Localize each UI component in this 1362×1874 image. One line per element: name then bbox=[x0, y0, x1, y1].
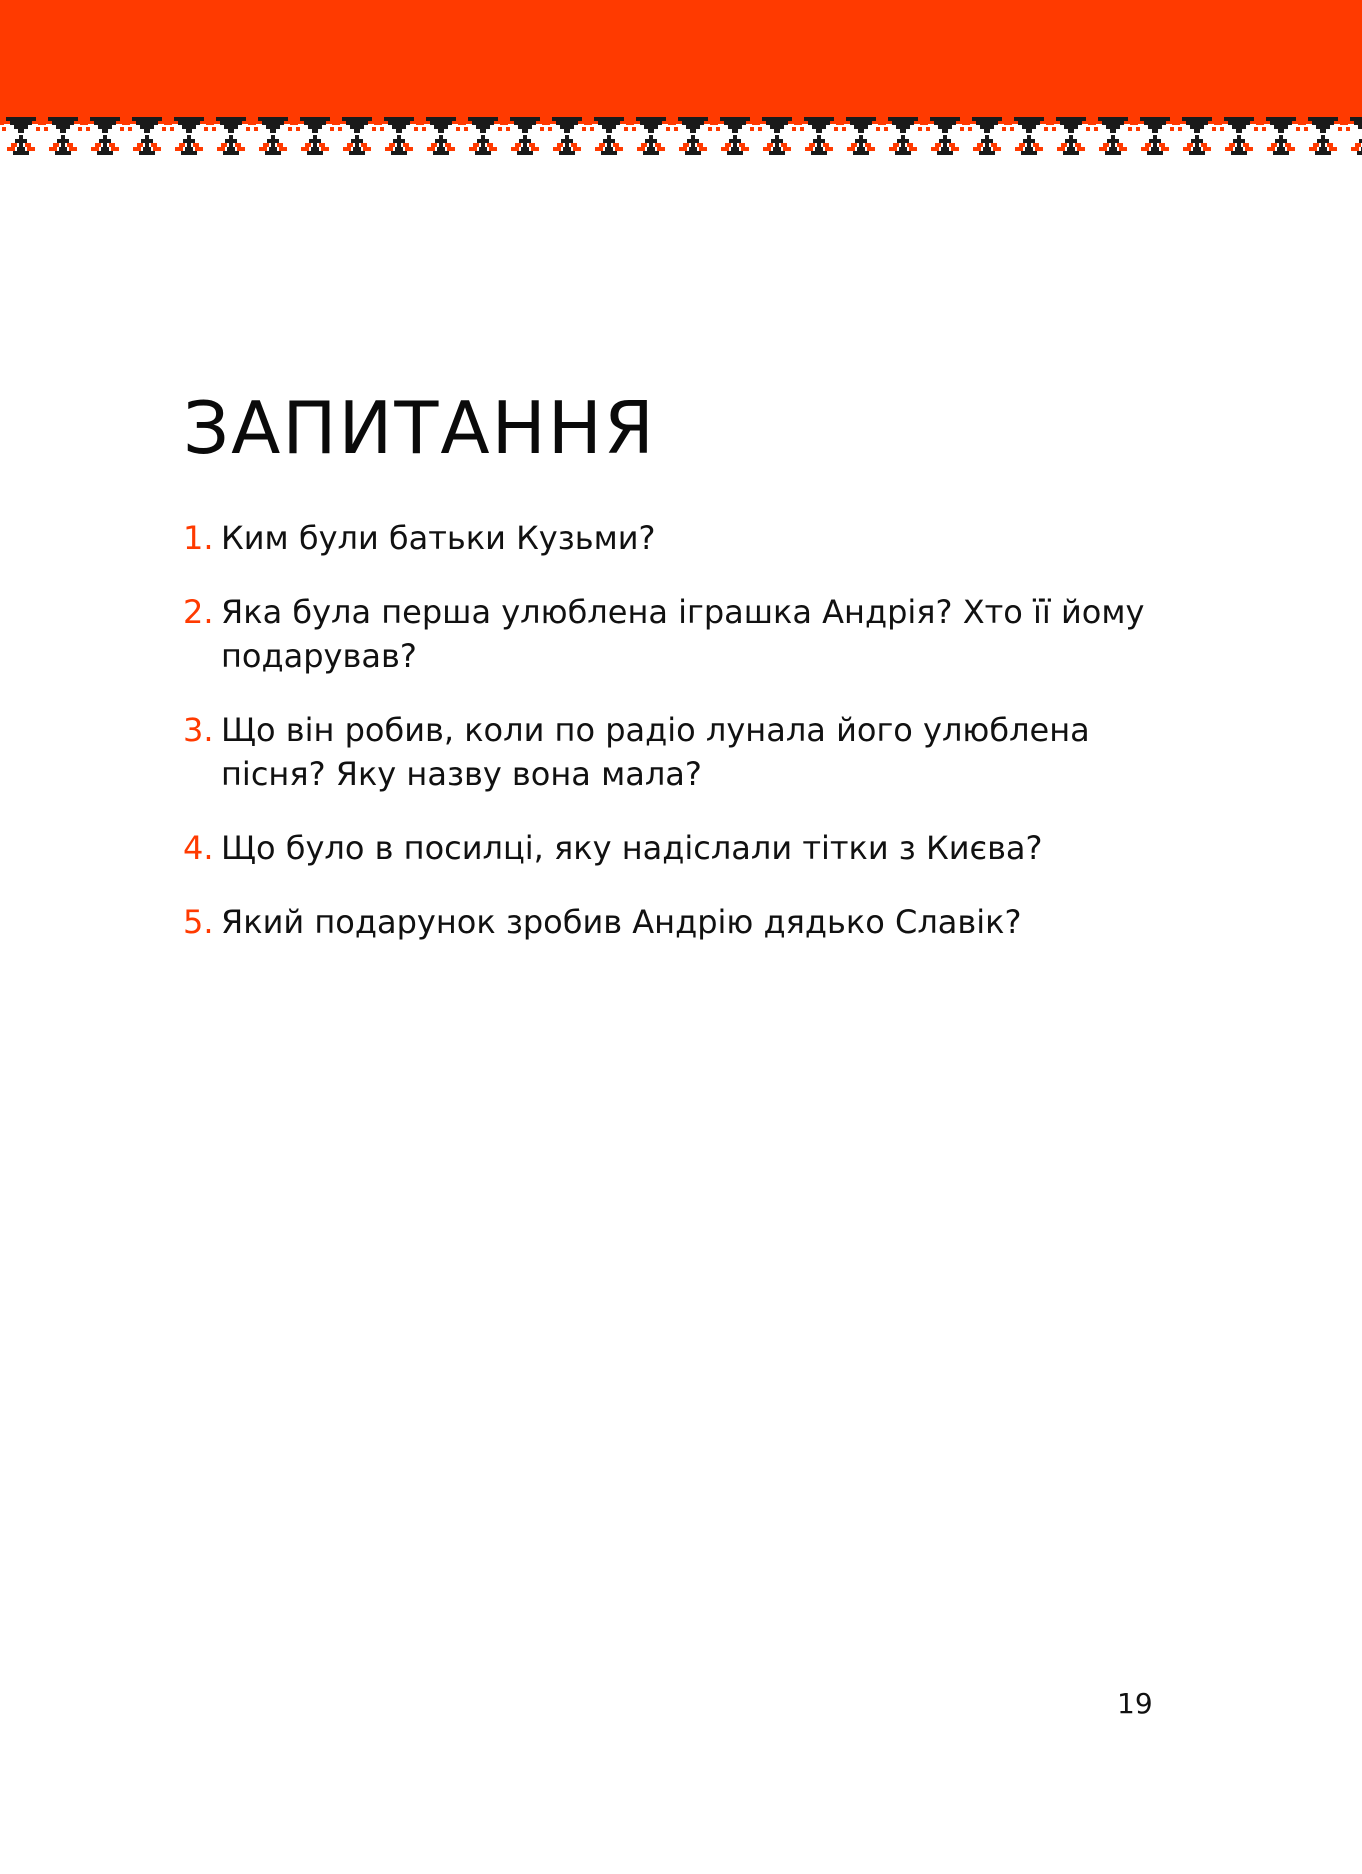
question-text: Яка була перша улюблена іграшка Андрія? Хто її йому подарував? bbox=[221, 593, 1145, 675]
header-band bbox=[0, 0, 1362, 124]
question-item-1 bbox=[183, 516, 1183, 560]
question-text: Що було в посилці, яку надіслали тітки з Києва? bbox=[221, 829, 1043, 867]
questions-list bbox=[183, 516, 1183, 974]
question-number: 5. bbox=[183, 903, 214, 941]
question-number: 3. bbox=[183, 711, 214, 749]
question-item-3 bbox=[183, 708, 1183, 796]
question-text: Ким були батьки Кузьми? bbox=[221, 519, 656, 557]
question-text: Який подарунок зробив Андрію дядько Славік? bbox=[221, 903, 1022, 941]
embroidery-ornament-border bbox=[0, 117, 1362, 161]
question-number: 1. bbox=[183, 519, 214, 557]
question-text: Що він робив, коли по радіо лунала його улюблена пісня? Яку назву вона мала? bbox=[221, 711, 1090, 793]
question-item-5 bbox=[183, 900, 1183, 944]
page-title: ЗАПИТАННЯ bbox=[183, 386, 656, 470]
question-number: 4. bbox=[183, 829, 214, 867]
question-item-4 bbox=[183, 826, 1183, 870]
question-item-2 bbox=[183, 590, 1183, 678]
page-number: 19 bbox=[1117, 1687, 1153, 1720]
question-number: 2. bbox=[183, 593, 214, 631]
